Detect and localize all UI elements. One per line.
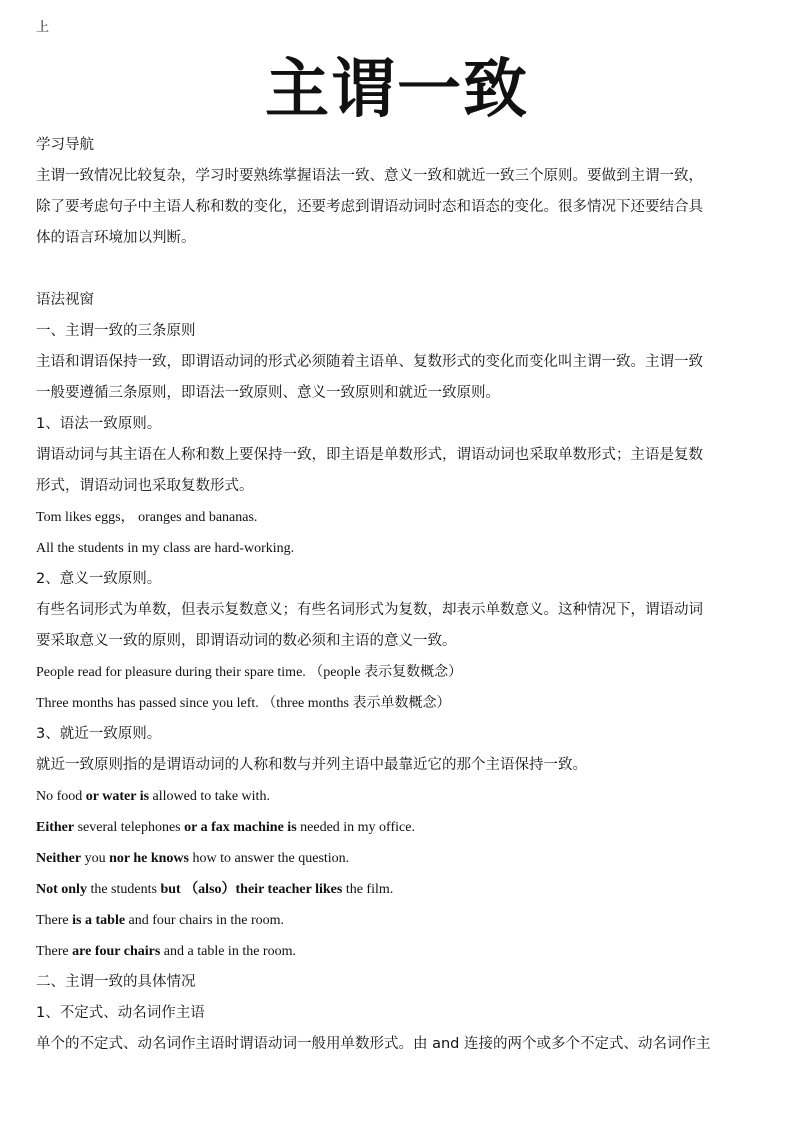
example-emphasis: Neither [36,851,82,866]
example-emphasis: or a fax machine is [184,820,297,835]
example-text: There [36,944,73,959]
rule2-example-2: Three months has passed since you left. （three months 表示单数概念） [36,696,451,711]
rule3-example-1 [36,781,766,812]
example-text: There [36,913,73,928]
example-text: allowed to take with. [149,789,270,804]
section1-heading: 一、主谓一致的三条原则 [36,323,196,339]
example-emphasis: or water is [85,789,150,804]
document-body [36,130,766,1060]
section1-line-2: 一般要遵循三条原则，即语法一致原则、意义一致原则和就近一致原则。 [36,385,500,401]
example-emphasis: Not only [36,882,87,897]
example-text: the students [86,882,161,897]
rule2-line-1: 有些名词形式为单数，但表示复数意义；有些名词形式为复数，却表示单数意义。这种情况下，谓语动词 [36,602,703,618]
rule3-heading: 3、就近一致原则。 [36,726,162,742]
example-text: and four chairs in the room. [125,913,285,928]
rule1-example-1: Tom likes eggs， oranges and bananas. [36,510,258,525]
rule3-example-2 [36,812,766,843]
intro-line-1: 主谓一致情况比较复杂，学习时要熟练掌握语法一致、意义一致和就近一致三个原则。要做到主谓一致， [36,168,703,184]
example-text: the film. [342,882,394,897]
example-emphasis: nor he knows [109,851,189,866]
grammar-heading: 语法视窗 [36,292,94,308]
rule3-example-6 [36,936,766,967]
page-title: 主谓一致 [265,52,529,127]
spacer [36,254,766,285]
intro-line-3: 体的语言环境加以判断。 [36,230,196,246]
section2-heading: 二、主谓一致的具体情况 [36,974,196,990]
example-text: and a table in the room. [160,944,296,959]
rule2-line-2: 要采取意义一致的原则，即谓语动词的数必须和主语的意义一致。 [36,633,457,649]
example-text: No food [36,789,86,804]
example-text: needed in my office. [296,820,415,835]
rule3-example-3 [36,843,766,874]
rule1-line-2: 形式，谓语动词也采取复数形式。 [36,478,254,494]
corner-mark: 上 [36,20,50,35]
example-emphasis: are four chairs [72,944,161,959]
example-emphasis: Either [36,820,75,835]
rule3-example-5 [36,905,766,936]
rule2-example-1: People read for pleasure during their spare time. （people 表示复数概念） [36,665,463,680]
intro-line-2: 除了要考虑句子中主语人称和数的变化，还要考虑到谓语动词时态和语态的变化。很多情况下还要结合具 [36,199,703,215]
section1-line-1: 主语和谓语保持一致，即谓语动词的形式必须随着主语单、复数形式的变化而变化叫主谓一致。主谓一致 [36,354,703,370]
example-emphasis: is a table [72,913,126,928]
rule1-heading: 1、语法一致原则。 [36,416,162,432]
rule1-line-1: 谓语动词与其主语在人称和数上要保持一致，即主语是单数形式，谓语动词也采取单数形式；主语是复数 [36,447,703,463]
example-text: how to answer the question. [188,851,350,866]
rule2-heading: 2、意义一致原则。 [36,571,162,587]
rule3-example-4 [36,874,766,905]
section2-sub1-line: 单个的不定式、动名词作主语时谓语动词一般用单数形式。由 and 连接的两个或多个不定式、动名词作主 [36,1036,711,1052]
rule3-line: 就近一致原则指的是谓语动词的人称和数与并列主语中最靠近它的那个主语保持一致。 [36,757,587,773]
example-text: you [81,851,110,866]
rule1-example-2: All the students in my class are hard-working. [36,541,295,556]
example-emphasis: but （also）their teacher likes [160,882,343,897]
example-text: several telephones [74,820,185,835]
section2-sub1-heading: 1、不定式、动名词作主语 [36,1005,205,1021]
intro-heading: 学习导航 [36,137,94,153]
